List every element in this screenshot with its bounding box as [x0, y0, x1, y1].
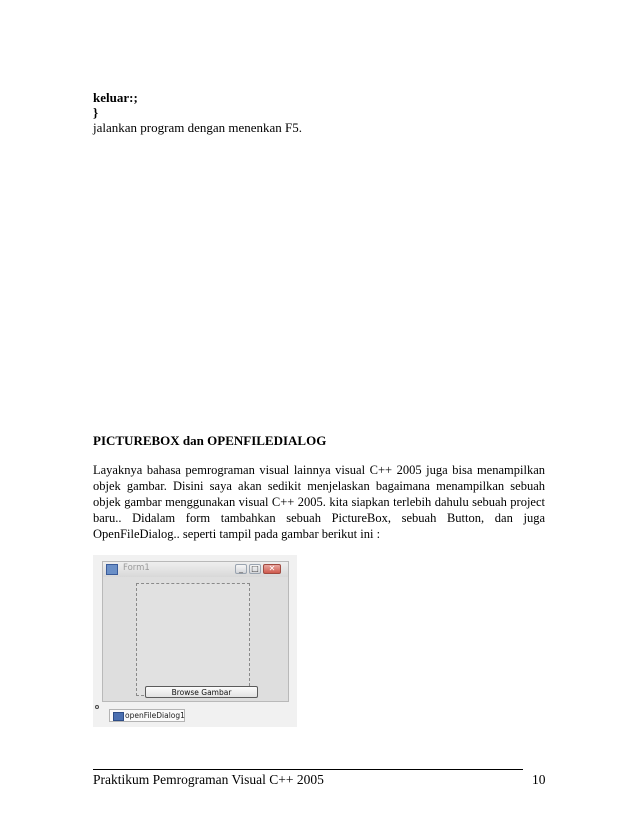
body-paragraph: Layaknya bahasa pemrograman visual lainnya visual C++ 2005 juga bisa menampilkan objek gambar. Disini saya akan sedikit menjelaskan bagaimana menampilkan sebuah objek gambar menggunakan visual C++ 2005. kita siapkan terlebih dahulu sebuah project baru.. Didalam form tambahkan sebuah PictureBox, sebuah Button, dan juga OpenFileDialog.. seperti tampil pada gambar berikut ini :: [93, 463, 545, 541]
page-number: 10: [532, 772, 546, 787]
section-heading: PICTUREBOX dan OPENFILEDIALOG: [93, 433, 327, 448]
code-line-keluar: keluar:;: [93, 90, 138, 105]
openfiledialog-label: openFileDialog1: [125, 711, 185, 720]
tray-handle-icon: [95, 705, 99, 709]
form-designer-screenshot: [93, 555, 297, 727]
code-line-brace: }: [93, 105, 99, 120]
browse-gambar-button[interactable]: Browse Gambar: [145, 686, 258, 698]
openfiledialog-component[interactable]: [109, 709, 185, 722]
dialog-component-icon: [113, 712, 124, 721]
picturebox: [136, 583, 250, 696]
footer-title: Praktikum Pemrograman Visual C++ 2005: [93, 772, 324, 787]
footer-rule: [93, 769, 523, 770]
form-titlebar: [103, 562, 288, 577]
minimize-button[interactable]: _: [235, 564, 247, 574]
close-button[interactable]: ✕: [263, 564, 281, 574]
maximize-button[interactable]: □: [249, 564, 261, 574]
instruction-text: jalankan program dengan menenkan F5.: [93, 120, 303, 135]
form-window: [102, 561, 289, 702]
form-app-icon: [106, 564, 118, 575]
form-title: Form1: [123, 563, 150, 573]
